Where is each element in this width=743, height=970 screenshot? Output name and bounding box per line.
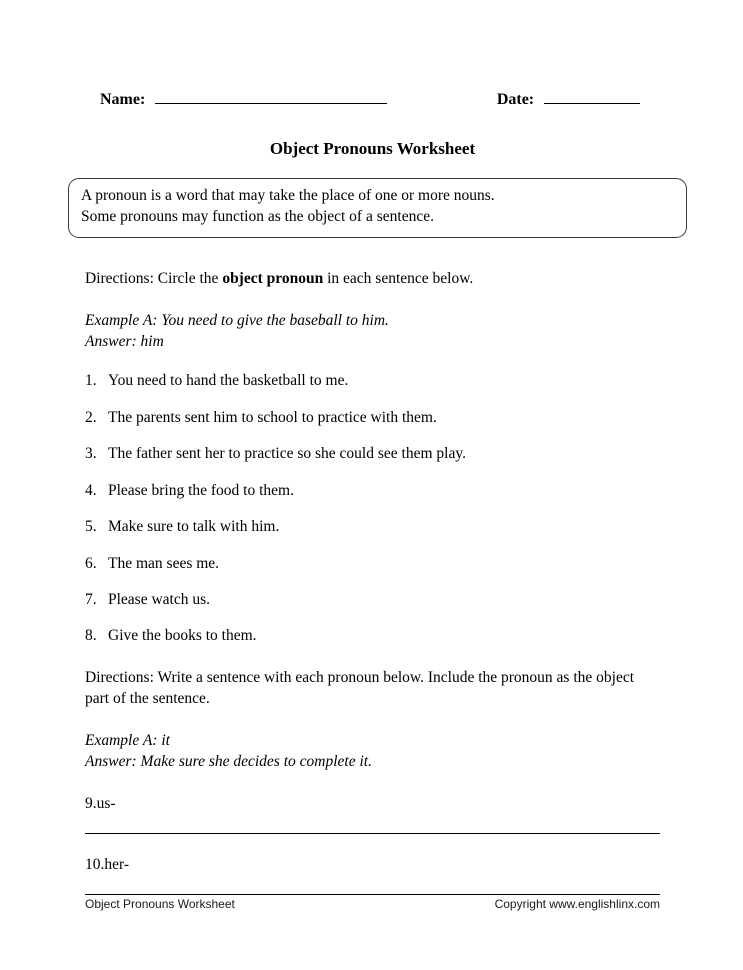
date-blank-line xyxy=(544,88,640,104)
item-text: The parents sent him to school to practice with them. xyxy=(108,408,437,426)
item-text: The man sees me. xyxy=(108,554,220,572)
sentence-item xyxy=(85,626,660,647)
section1-directions-bold-term: object pronoun xyxy=(222,269,324,287)
item-number: 9. xyxy=(85,795,97,813)
item-number: 5. xyxy=(85,518,97,536)
writing-item xyxy=(85,855,660,895)
footer-worksheet-name: Object Pronouns Worksheet xyxy=(85,896,235,911)
item-number: 10. xyxy=(85,855,105,873)
sentence-item xyxy=(85,371,660,392)
section1-directions-text-suffix: in each sentence below. xyxy=(323,269,474,287)
page-footer xyxy=(85,896,660,912)
definition-line-1: A pronoun is a word that may take the place of one or more nouns. xyxy=(81,186,495,204)
section1-example-answer: Answer: him xyxy=(85,332,164,350)
sentence-item xyxy=(85,481,660,502)
sentence-item xyxy=(85,408,660,429)
sentence-item xyxy=(85,590,660,611)
name-field xyxy=(100,88,387,111)
item-number: 6. xyxy=(85,554,97,572)
sentence-item xyxy=(85,517,660,538)
sentence-item xyxy=(85,444,660,465)
item-number: 2. xyxy=(85,408,97,426)
item-text: Please watch us. xyxy=(108,591,211,608)
section2-example-answer: Answer: Make sure she decides to complete it. xyxy=(85,753,372,771)
date-label: Date: xyxy=(496,91,535,108)
section1-example xyxy=(85,311,660,353)
answer-blank-line xyxy=(85,832,660,834)
sentence-list xyxy=(85,371,660,647)
item-text: Make sure to talk with him. xyxy=(108,518,280,536)
definition-line-2: Some pronouns may function as the object of a sentence. xyxy=(81,207,434,225)
item-number: 8. xyxy=(85,627,97,645)
item-text: The father sent her to practice so she could see them play. xyxy=(108,445,466,463)
section1-directions xyxy=(85,269,660,290)
item-number: 4. xyxy=(85,481,97,499)
page-title: Object Pronouns Worksheet xyxy=(269,138,476,158)
item-text: her- xyxy=(104,855,130,873)
name-label: Name: xyxy=(100,91,146,108)
item-number: 1. xyxy=(85,372,97,390)
item-number: 3. xyxy=(85,445,97,463)
section1-directions-text: Directions: Circle the xyxy=(85,269,223,287)
item-number: 7. xyxy=(85,591,97,608)
item-text: Please bring the food to them. xyxy=(108,481,294,499)
writing-list xyxy=(85,794,660,895)
writing-item xyxy=(85,794,660,834)
name-blank-line xyxy=(155,88,387,104)
header xyxy=(85,88,660,111)
date-field xyxy=(497,88,640,111)
sentence-item xyxy=(85,554,660,575)
item-text: You need to hand the basketball to me. xyxy=(108,372,349,390)
item-text: Give the books to them. xyxy=(108,627,257,645)
section2-example-sentence: Example A: it xyxy=(85,732,170,750)
footer-copyright: Copyright www.englishlinx.com xyxy=(494,896,660,911)
answer-blank-line xyxy=(85,893,660,895)
section2-directions: Directions: Write a sentence with each pronoun below. Include the pronoun as the object part of the sentence. xyxy=(85,669,635,708)
definition-box xyxy=(68,178,687,238)
section2-example xyxy=(85,731,660,773)
item-text: us- xyxy=(96,795,116,813)
section1-example-sentence: Example A: You need to give the baseball to him. xyxy=(85,311,389,329)
